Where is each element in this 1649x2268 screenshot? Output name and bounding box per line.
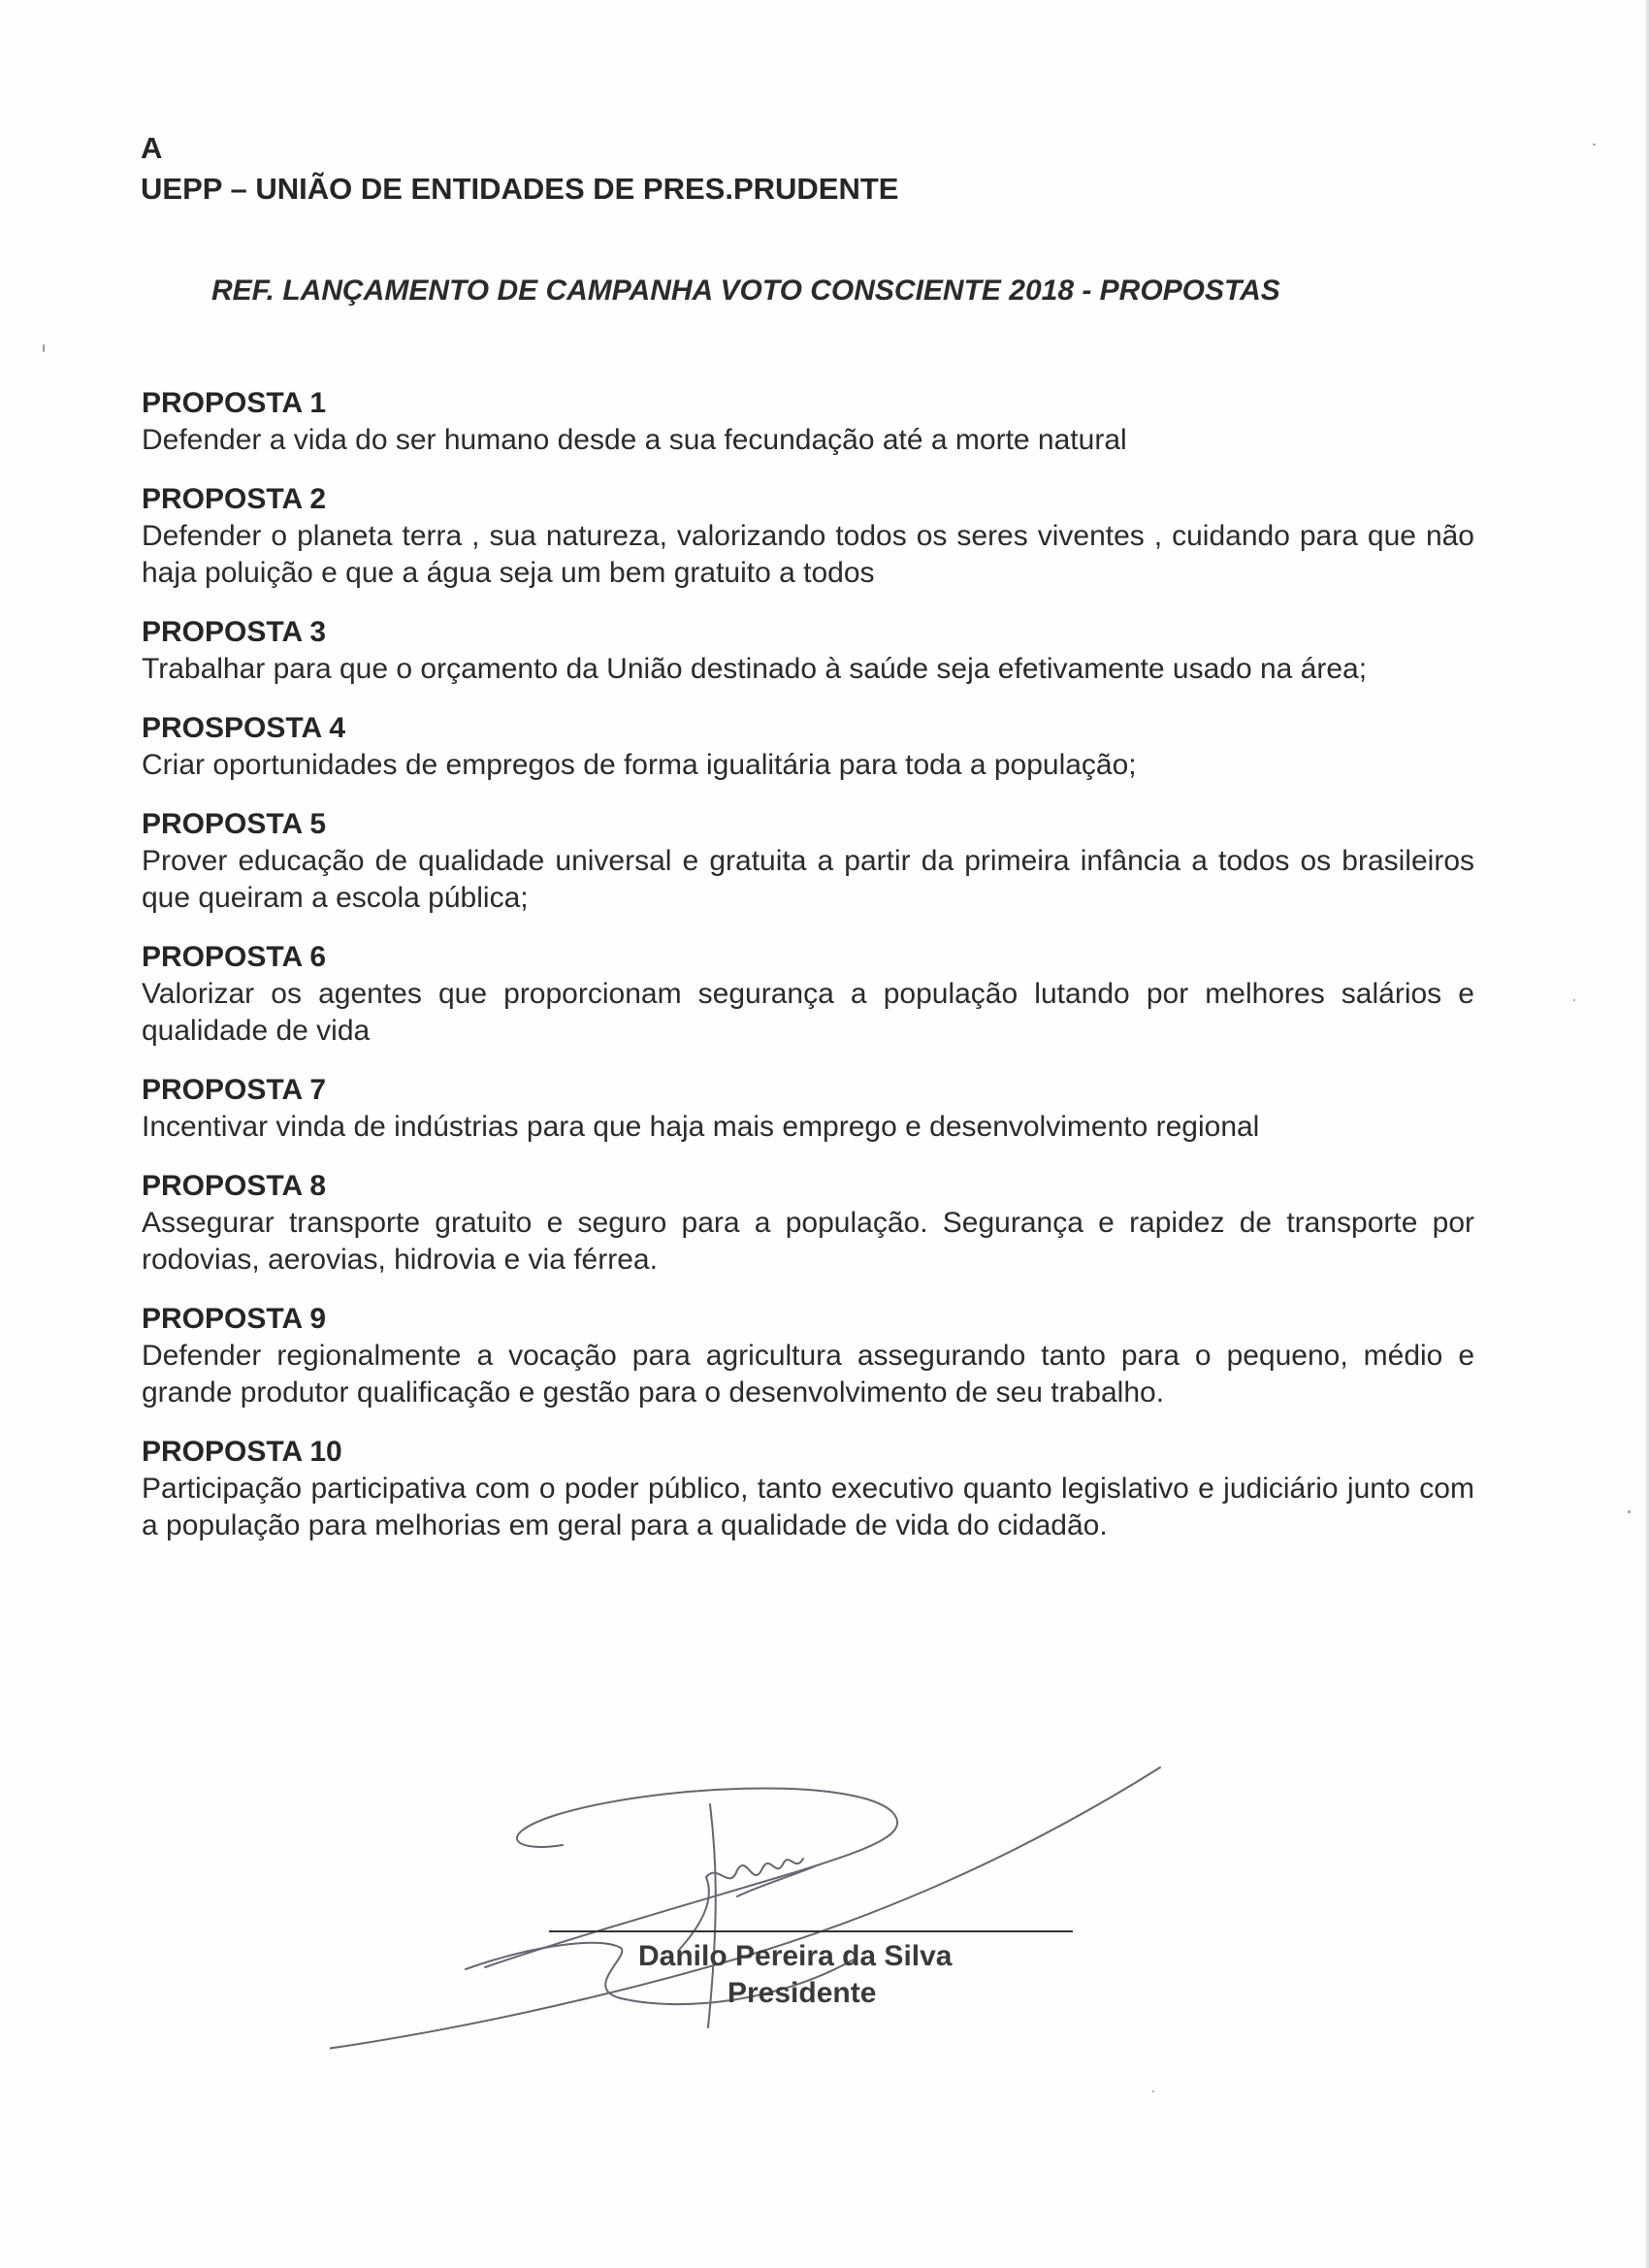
scan-speck (1152, 2090, 1154, 2092)
proposal-item (142, 1434, 1474, 1544)
proposals-list (142, 385, 1474, 1567)
proposal-item (142, 385, 1474, 459)
proposal-title: PROPOSTA 7 (142, 1074, 327, 1106)
proposal-text: Incentivar vinda de indústrias para que haja mais emprego e desenvolvimento regional (142, 1111, 1260, 1143)
page-edge (1645, 0, 1649, 2268)
signature-line (549, 1930, 1073, 1932)
proposal-text: Defender regionalmente a vocação para agricultura assegurando tanto para o pequeno, médio e grande produtor qualificação e gestão para o desenvolvimento de seu trabalho. (142, 1340, 1474, 1409)
proposal-text: Prover educação de qualidade universal e gratuita a partir da primeira infância a todos os brasileiros que queiram a escola pública; (142, 845, 1474, 914)
signer-name: Danilo Pereira da Silva (638, 1940, 953, 1972)
proposal-item (142, 939, 1474, 1050)
proposal-item (142, 614, 1474, 688)
proposal-title: PROPOSTA 3 (142, 616, 327, 648)
proposal-text: Assegurar transporte gratuito e seguro para a população. Segurança e rapidez de transporte por rodovias, aerovias, hidrovia e via férrea. (142, 1207, 1474, 1276)
proposal-title: PROSPOSTA 4 (142, 712, 346, 744)
proposal-item (142, 710, 1474, 784)
proposal-text: Trabalhar para que o orçamento da União destinado à saúde seja efetivamente usado na área; (142, 653, 1368, 685)
proposal-item (142, 481, 1474, 592)
signature-block (330, 1707, 1203, 2095)
addressee-organization: UEPP – UNIÃO DE ENTIDADES DE PRES.PRUDENTE (141, 172, 899, 206)
proposal-title: PROPOSTA 10 (142, 1436, 342, 1468)
proposal-title: PROPOSTA 9 (142, 1303, 327, 1335)
proposal-item (142, 1301, 1474, 1411)
scan-speck (1573, 999, 1575, 1001)
addressee-prefix: A (141, 131, 163, 165)
proposal-text: Criar oportunidades de empregos de forma igualitária para toda a população; (142, 749, 1137, 781)
proposal-text: Defender o planeta terra , sua natureza, valorizando todos os seres viventes , cuidando para que não haja poluição e que a água seja um bem gratuito a todos (142, 520, 1474, 589)
proposal-text: Valorizar os agentes que proporcionam segurança a população lutando por melhores salários e qualidade de vida (142, 978, 1474, 1047)
proposal-title: PROPOSTA 6 (142, 941, 327, 973)
proposal-title: PROPOSTA 1 (142, 387, 327, 419)
proposal-title: PROPOSTA 5 (142, 808, 327, 840)
handwritten-signature (330, 1707, 1203, 2095)
proposal-title: PROPOSTA 2 (142, 483, 327, 515)
proposal-text: Defender a vida do ser humano desde a sua fecundação até a morte natural (142, 424, 1127, 456)
proposal-item (142, 1168, 1474, 1279)
proposal-text: Participação participativa com o poder público, tanto executivo quanto legislativo e judiciário junto com a população para melhorias em geral para a qualidade de vida do cidadão. (142, 1473, 1474, 1541)
proposal-title: PROPOSTA 8 (142, 1170, 327, 1202)
signer-role: Presidente (728, 1977, 877, 2009)
proposal-item (142, 806, 1474, 917)
proposal-item (142, 1072, 1474, 1146)
subject-line: REF. LANÇAMENTO DE CAMPANHA VOTO CONSCIENTE 2018 - PROPOSTAS (211, 275, 1280, 307)
scan-speck (1628, 1510, 1631, 1513)
scan-speck (1593, 144, 1596, 146)
addressee-block (141, 128, 898, 210)
scan-speck (43, 344, 45, 352)
